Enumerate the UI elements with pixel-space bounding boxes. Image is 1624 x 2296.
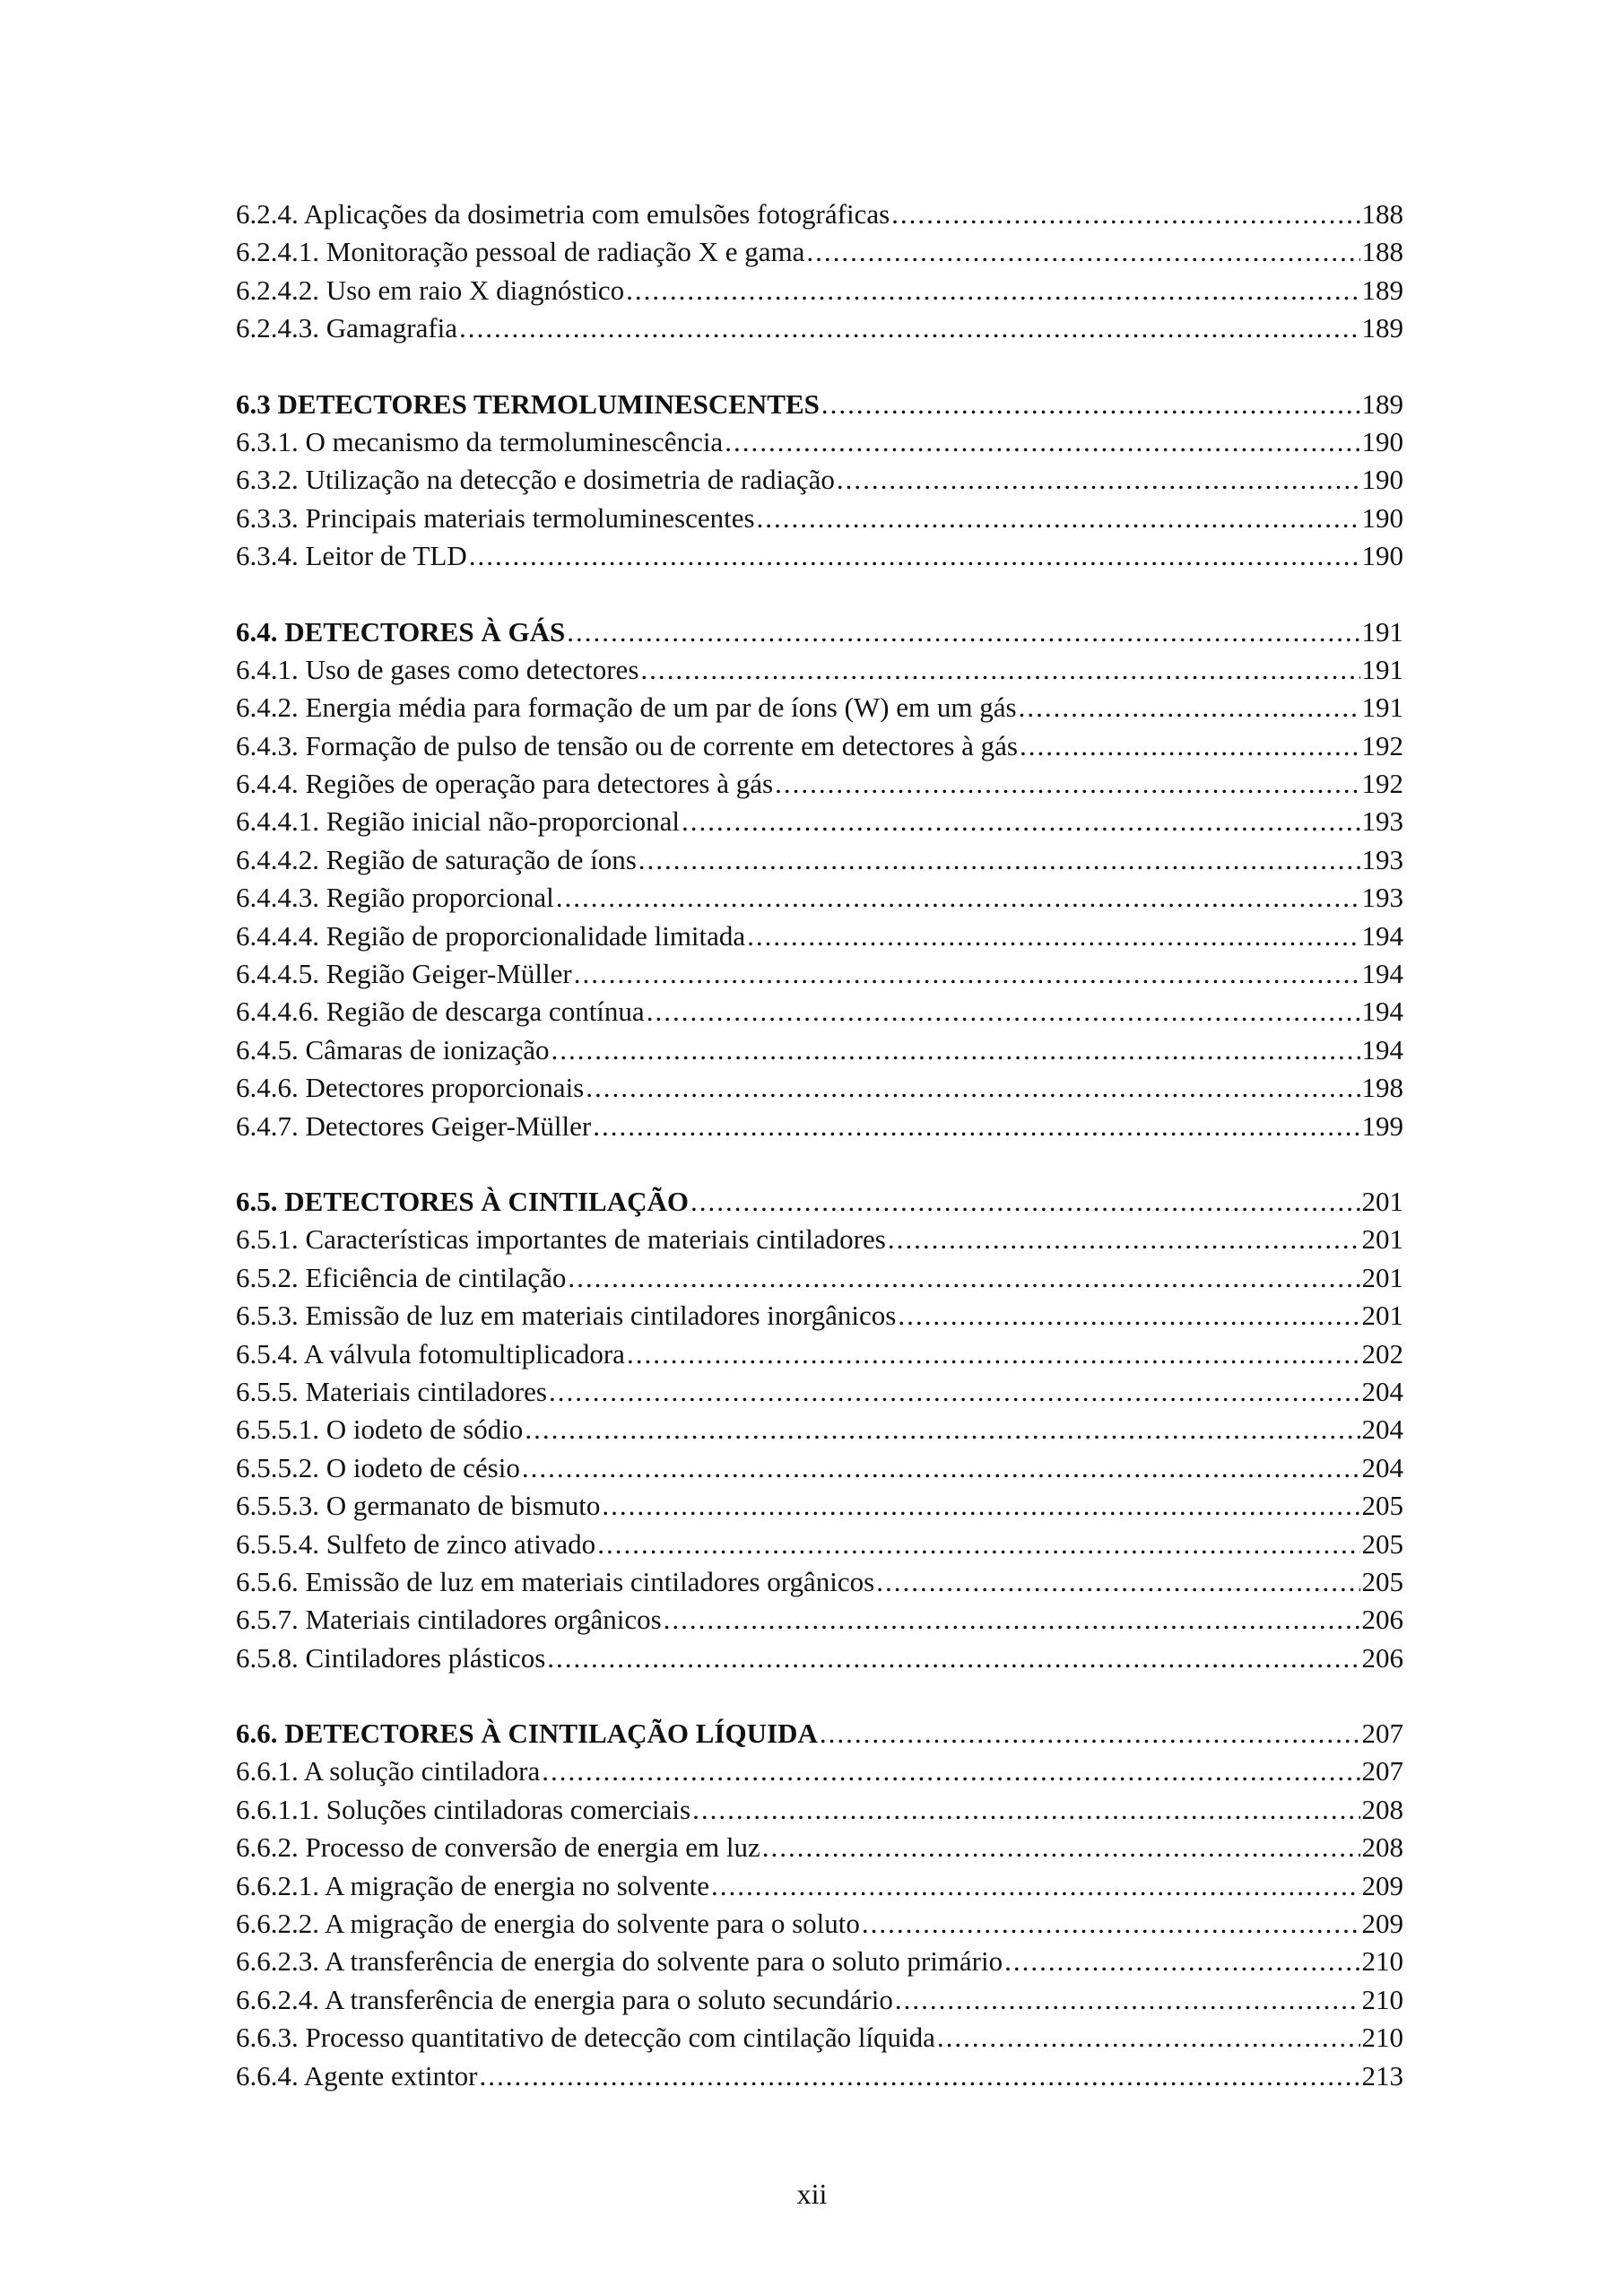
toc-entry-title: 6.3 DETECTORES TERMOLUMINESCENTES xyxy=(236,387,820,420)
toc-entry-title: 6.5.4. A válvula fotomultiplicadora xyxy=(236,1337,625,1370)
dot-leader xyxy=(711,1867,1359,1905)
toc-entry xyxy=(236,803,1403,840)
toc-entry xyxy=(236,1297,1403,1335)
toc-entry xyxy=(236,1867,1403,1905)
toc-entry-page: 205 xyxy=(1361,1490,1403,1522)
dot-leader xyxy=(547,1639,1359,1677)
toc-entry xyxy=(236,1943,1403,1980)
toc-entry-page: 208 xyxy=(1361,1831,1403,1864)
toc-entry xyxy=(236,196,1403,233)
toc-entry-title: 6.5.5.2. O iodeto de césio xyxy=(236,1451,520,1483)
dot-leader xyxy=(556,879,1360,917)
toc-entry xyxy=(236,727,1403,765)
toc-entry xyxy=(236,1829,1403,1866)
dot-leader xyxy=(891,196,1359,233)
toc-entry-title: 6.5.5.3. O germanato de bismuto xyxy=(236,1490,601,1522)
toc-entry-page: 205 xyxy=(1361,1565,1403,1597)
toc-list xyxy=(236,196,1403,2095)
toc-entry-title: 6.2.4. Aplicações da dosimetria com emulsões fotográficas xyxy=(236,198,890,230)
toc-entry-page: 207 xyxy=(1361,1718,1403,1750)
toc-entry xyxy=(236,1031,1403,1069)
dot-leader xyxy=(638,841,1360,879)
toc-entry-page: 209 xyxy=(1361,1869,1403,1901)
toc-entry-page: 191 xyxy=(1361,653,1403,685)
dot-leader xyxy=(574,955,1360,993)
dot-leader xyxy=(762,1829,1360,1866)
toc-entry-title: 6.5. DETECTORES À CINTILAÇÃO xyxy=(236,1185,690,1217)
dot-leader xyxy=(898,1297,1359,1335)
dot-leader xyxy=(682,803,1359,840)
toc-entry-title: 6.4.6. Detectores proporcionais xyxy=(236,1072,585,1104)
toc-entry xyxy=(236,1791,1403,1829)
toc-entry-page: 210 xyxy=(1361,1983,1403,2015)
toc-entry xyxy=(236,879,1403,917)
toc-entry-page: 188 xyxy=(1361,236,1403,268)
toc-entry xyxy=(236,1905,1403,1943)
toc-entry-title: 6.3.3. Principais materiais termoluminescentes xyxy=(236,501,755,534)
toc-entry xyxy=(236,993,1403,1031)
toc-heading-entry xyxy=(236,386,1403,423)
toc-entry xyxy=(236,918,1403,955)
toc-entry-title: 6.4.3. Formação de pulso de tensão ou de corrente em detectores à gás xyxy=(236,729,1018,761)
toc-entry-title: 6.4.4.3. Região proporcional xyxy=(236,882,554,914)
dot-leader xyxy=(806,233,1359,271)
toc-entry-title: 6.4.4.5. Região Geiger-Müller xyxy=(236,958,572,990)
toc-entry-title: 6.2.4.3. Gamagrafia xyxy=(236,312,458,344)
dot-leader xyxy=(626,272,1359,309)
dot-leader xyxy=(837,461,1360,499)
toc-entry xyxy=(236,500,1403,537)
toc-entry-page: 193 xyxy=(1361,805,1403,838)
toc-entry-title: 6.4.2. Energia média para formação de um par de íons (W) em um gás xyxy=(236,691,1017,724)
toc-entry-title: 6.6.2.3. A transferência de energia do solvente para o soluto primário xyxy=(236,1945,1003,1978)
toc-heading-entry xyxy=(236,1715,1403,1752)
toc-entry-page: 189 xyxy=(1361,312,1403,344)
dot-leader xyxy=(469,537,1360,575)
toc-entry-page: 190 xyxy=(1361,425,1403,457)
toc-entry xyxy=(236,1752,1403,1790)
toc-section xyxy=(236,386,1403,576)
toc-entry-page: 201 xyxy=(1361,1300,1403,1332)
toc-entry-title: 6.5.1. Características importantes de materiais cintiladores xyxy=(236,1223,886,1256)
toc-entry-page: 191 xyxy=(1361,691,1403,724)
toc-entry-page: 205 xyxy=(1361,1527,1403,1560)
toc-entry-title: 6.4.4.4. Região de proporcionalidade limitada xyxy=(236,919,746,952)
toc-entry-title: 6.4.1. Uso de gases como detectores xyxy=(236,653,639,685)
dot-leader xyxy=(895,1981,1360,2019)
toc-entry-page: 210 xyxy=(1361,2022,1403,2054)
toc-entry-page: 190 xyxy=(1361,501,1403,534)
toc-entry-page: 189 xyxy=(1361,387,1403,420)
dot-leader xyxy=(821,386,1360,423)
dot-leader xyxy=(1019,689,1360,726)
toc-entry xyxy=(236,955,1403,993)
dot-leader xyxy=(1020,727,1360,765)
toc-entry-title: 6.6.4. Agente extintor xyxy=(236,2059,478,2092)
toc-entry-page: 199 xyxy=(1361,1109,1403,1142)
toc-entry-title: 6.4.4.1. Região inicial não-proporcional xyxy=(236,805,681,838)
dot-leader xyxy=(586,1069,1359,1107)
toc-entry-page: 204 xyxy=(1361,1451,1403,1483)
dot-leader xyxy=(542,1752,1359,1790)
toc-entry-title: 6.5.2. Eficiência de cintilação xyxy=(236,1261,567,1293)
toc-entry-title: 6.2.4.1. Monitoração pessoal de radiação X e gama xyxy=(236,236,805,268)
toc-entry-title: 6.6.1. A solução cintiladora xyxy=(236,1755,541,1787)
toc-entry xyxy=(236,1069,1403,1107)
toc-entry xyxy=(236,2057,1403,2095)
toc-entry-title: 6.4.7. Detectores Geiger-Müller xyxy=(236,1109,592,1142)
toc-heading-entry xyxy=(236,613,1403,651)
toc-entry xyxy=(236,1449,1403,1487)
toc-entry xyxy=(236,689,1403,726)
dot-leader xyxy=(757,500,1360,537)
toc-entry-page: 193 xyxy=(1361,882,1403,914)
toc-section xyxy=(236,196,1403,348)
dot-leader xyxy=(647,993,1360,1031)
toc-entry xyxy=(236,1373,1403,1411)
toc-entry-title: 6.2.4.2. Uso em raio X diagnóstico xyxy=(236,274,625,306)
toc-entry-title: 6.5.6. Emissão de luz em materiais cintiladores orgânicos xyxy=(236,1565,875,1597)
toc-entry-title: 6.3.1. O mecanismo da termoluminescência xyxy=(236,425,724,457)
toc-entry xyxy=(236,1411,1403,1448)
dot-leader xyxy=(597,1526,1359,1563)
toc-entry xyxy=(236,309,1403,347)
toc-entry xyxy=(236,537,1403,575)
dot-leader xyxy=(627,1335,1360,1373)
toc-entry-page: 209 xyxy=(1361,1908,1403,1940)
toc-entry-title: 6.6.2.1. A migração de energia no solvente xyxy=(236,1869,710,1901)
dot-leader xyxy=(479,2057,1359,2095)
toc-entry-page: 194 xyxy=(1361,958,1403,990)
toc-entry xyxy=(236,841,1403,879)
toc-entry-title: 6.4.4.2. Região de saturação de íons xyxy=(236,843,637,875)
toc-entry-title: 6.6. DETECTORES À CINTILAÇÃO LÍQUIDA xyxy=(236,1718,818,1750)
dot-leader xyxy=(640,651,1359,689)
toc-entry-page: 207 xyxy=(1361,1755,1403,1787)
toc-entry xyxy=(236,423,1403,461)
dot-leader xyxy=(690,1183,1359,1221)
toc-heading-entry xyxy=(236,1183,1403,1221)
toc-entry xyxy=(236,1221,1403,1258)
dot-leader xyxy=(593,1108,1359,1145)
toc-entry-title: 6.4.4.6. Região de descarga contínua xyxy=(236,996,645,1028)
toc-entry-page: 191 xyxy=(1361,615,1403,648)
toc-entry-page: 194 xyxy=(1361,996,1403,1028)
toc-entry-title: 6.5.7. Materiais cintiladores orgânicos xyxy=(236,1604,662,1636)
toc-entry-title: 6.5.5.4. Sulfeto de zinco ativado xyxy=(236,1527,596,1560)
toc-entry-page: 192 xyxy=(1361,729,1403,761)
toc-entry-title: 6.4. DETECTORES À GÁS xyxy=(236,615,566,648)
dot-leader xyxy=(725,423,1359,461)
toc-entry-title: 6.5.8. Cintiladores plásticos xyxy=(236,1641,546,1674)
toc-entry xyxy=(236,1487,1403,1525)
toc-entry-title: 6.5.5. Materiais cintiladores xyxy=(236,1375,547,1407)
toc-entry xyxy=(236,765,1403,803)
toc-entry-page: 210 xyxy=(1361,1945,1403,1978)
toc-entry-page: 188 xyxy=(1361,198,1403,230)
toc-entry-page: 201 xyxy=(1361,1223,1403,1256)
toc-entry-title: 6.5.3. Emissão de luz em materiais cintiladores inorgânicos xyxy=(236,1300,897,1332)
toc-entry xyxy=(236,1601,1403,1639)
dot-leader xyxy=(876,1563,1359,1601)
toc-section xyxy=(236,613,1403,1145)
dot-leader xyxy=(549,1373,1360,1411)
toc-entry xyxy=(236,1639,1403,1677)
toc-entry-page: 201 xyxy=(1361,1261,1403,1293)
dot-leader xyxy=(602,1487,1359,1525)
toc-entry-title: 6.3.2. Utilização na detecção e dosimetria de radiação xyxy=(236,464,835,496)
toc-entry-page: 208 xyxy=(1361,1793,1403,1825)
toc-entry xyxy=(236,1981,1403,2019)
toc-entry-page: 193 xyxy=(1361,843,1403,875)
page-number: xii xyxy=(796,2178,828,2210)
toc-entry xyxy=(236,233,1403,271)
dot-leader xyxy=(937,2019,1360,2057)
toc-entry xyxy=(236,1335,1403,1373)
toc-entry-page: 189 xyxy=(1361,274,1403,306)
dot-leader xyxy=(747,918,1359,955)
toc-entry-page: 194 xyxy=(1361,1033,1403,1065)
dot-leader xyxy=(568,1259,1359,1297)
table-of-contents xyxy=(236,196,1403,2133)
toc-entry-title: 6.4.4. Regiões de operação para detectores à gás xyxy=(236,768,774,800)
toc-entry xyxy=(236,1259,1403,1297)
dot-leader xyxy=(692,1791,1359,1829)
toc-entry xyxy=(236,1563,1403,1601)
toc-entry-title: 6.6.3. Processo quantitativo de detecção com cintilação líquida xyxy=(236,2022,935,2054)
toc-entry xyxy=(236,461,1403,499)
toc-entry xyxy=(236,651,1403,689)
toc-entry-page: 202 xyxy=(1361,1337,1403,1370)
toc-entry-page: 198 xyxy=(1361,1072,1403,1104)
toc-entry-page: 206 xyxy=(1361,1604,1403,1636)
dot-leader xyxy=(820,1715,1360,1752)
toc-entry xyxy=(236,272,1403,309)
dot-leader xyxy=(522,1449,1360,1487)
dot-leader xyxy=(459,309,1359,347)
toc-entry-page: 201 xyxy=(1361,1185,1403,1217)
toc-entry xyxy=(236,1108,1403,1145)
toc-entry xyxy=(236,1526,1403,1563)
toc-entry-page: 204 xyxy=(1361,1375,1403,1407)
toc-entry-page: 190 xyxy=(1361,540,1403,572)
dot-leader xyxy=(775,765,1359,803)
toc-entry-page: 206 xyxy=(1361,1641,1403,1674)
dot-leader xyxy=(1004,1943,1359,1980)
dot-leader xyxy=(888,1221,1360,1258)
toc-entry-page: 194 xyxy=(1361,919,1403,952)
toc-section xyxy=(236,1183,1403,1677)
dot-leader xyxy=(551,1031,1359,1069)
toc-entry-title: 6.4.5. Câmaras de ionização xyxy=(236,1033,550,1065)
toc-entry-title: 6.6.2.2. A migração de energia do solvente para o soluto xyxy=(236,1908,860,1940)
toc-entry-title: 6.6.2. Processo de conversão de energia em luz xyxy=(236,1831,760,1864)
toc-entry-title: 6.3.4. Leitor de TLD xyxy=(236,540,467,572)
dot-leader xyxy=(525,1411,1359,1448)
dot-leader xyxy=(862,1905,1360,1943)
toc-entry-title: 6.6.2.4. A transferência de energia para o soluto secundário xyxy=(236,1983,893,2015)
toc-section xyxy=(236,1715,1403,2095)
toc-entry-page: 213 xyxy=(1361,2059,1403,2092)
toc-entry-title: 6.6.1.1. Soluções cintiladoras comerciais xyxy=(236,1793,691,1825)
toc-entry-page: 190 xyxy=(1361,464,1403,496)
toc-entry-page: 192 xyxy=(1361,768,1403,800)
toc-entry-title: 6.5.5.1. O iodeto de sódio xyxy=(236,1413,524,1446)
dot-leader xyxy=(567,613,1359,651)
dot-leader xyxy=(664,1601,1360,1639)
toc-entry xyxy=(236,2019,1403,2057)
toc-entry-page: 204 xyxy=(1361,1413,1403,1446)
